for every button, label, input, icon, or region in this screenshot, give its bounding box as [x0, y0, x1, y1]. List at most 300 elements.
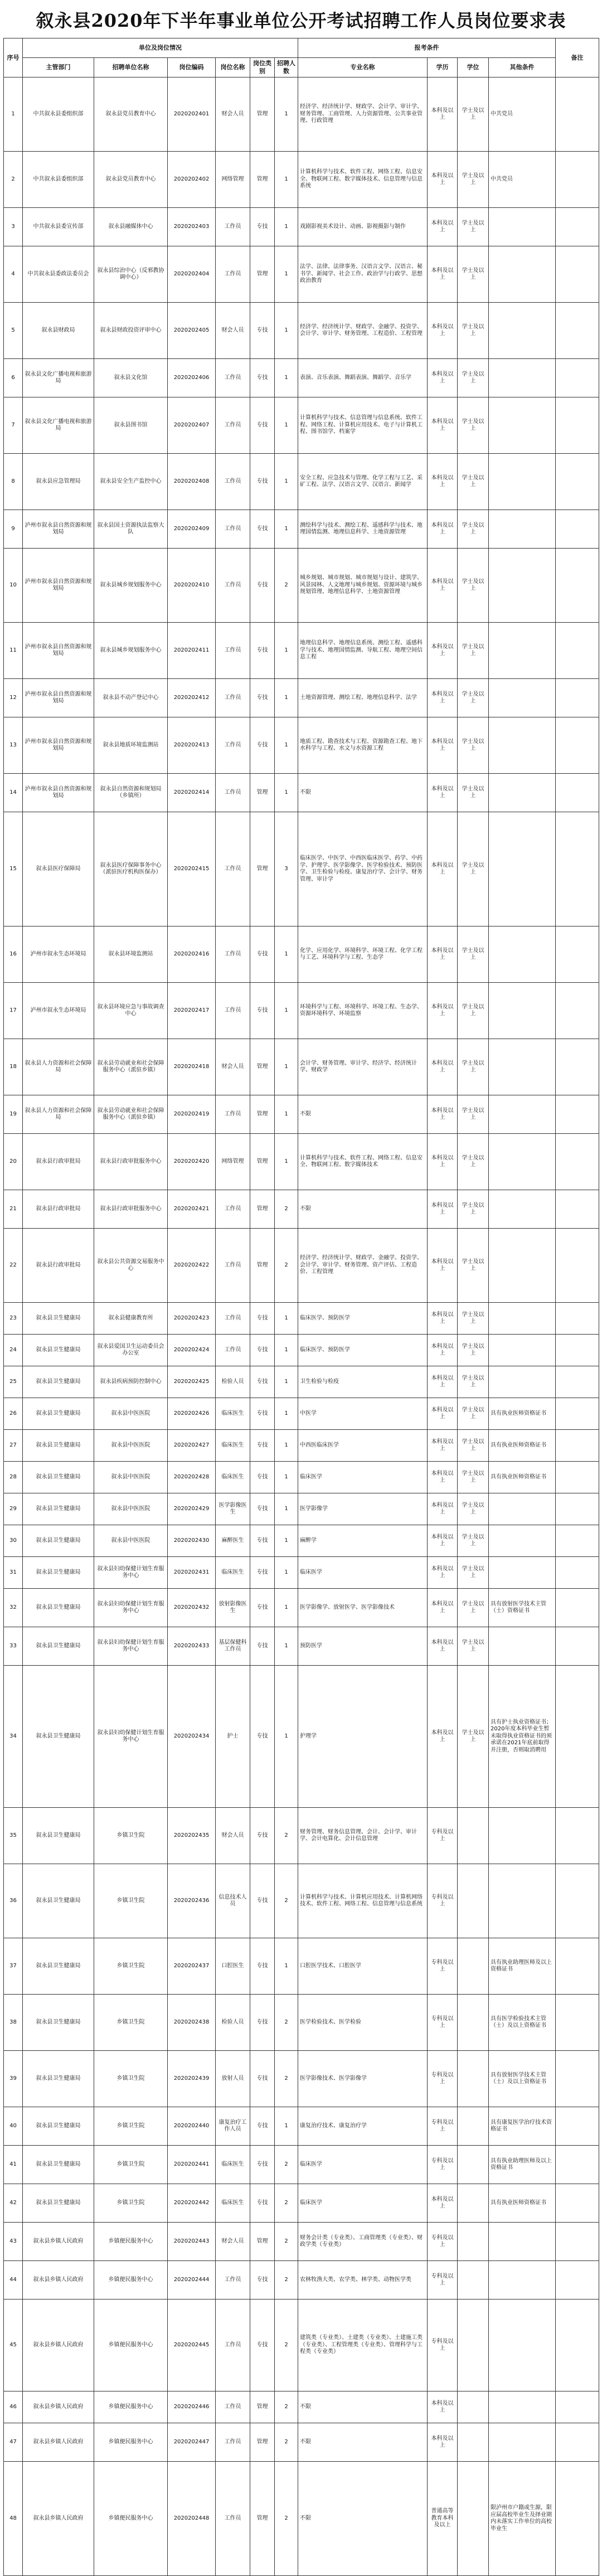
cell-count: 1	[275, 77, 298, 152]
cell-major: 临床医学、预防医学	[298, 1303, 428, 1335]
cell-degree: 学士及以上	[458, 303, 489, 359]
cell-major: 经济学、经济统计学、财政学、金融学、投资学、会计学、审计学、财务管理、工程造价、工程管理	[298, 303, 428, 359]
cell-note	[556, 983, 599, 1039]
cell-category: 专技	[250, 1525, 275, 1557]
cell-other-conditions: 中共党员	[489, 77, 556, 152]
cell-education: 本科及以上	[428, 208, 458, 246]
cell-code: 2020202428	[168, 1462, 216, 1493]
cell-degree	[458, 2261, 489, 2300]
table-row	[4, 77, 599, 152]
cell-major: 医学影像技术、医学影像学	[298, 2051, 428, 2107]
table-row	[4, 2391, 599, 2423]
table-row	[4, 2423, 599, 2462]
table-row	[4, 1525, 599, 1557]
table-row	[4, 2462, 599, 2576]
cell-seq: 14	[4, 774, 23, 812]
cell-category: 专技	[250, 1335, 275, 1366]
cell-category: 专技	[250, 359, 275, 397]
cell-count: 1	[275, 1303, 298, 1335]
cell-code: 2020202415	[168, 812, 216, 926]
cell-post: 临床医生	[216, 2146, 250, 2184]
cell-category: 专技	[250, 1666, 275, 1808]
cell-category: 专技	[250, 1995, 275, 2051]
cell-major: 农林牧渔大类、农学类、林学类、动物医学类	[298, 2261, 428, 2300]
cell-code: 2020202414	[168, 774, 216, 812]
table-row	[4, 208, 599, 246]
cell-major: 计算机科学与技术、软件工程、网络工程、信息安全、物联网工程、数字媒体技术	[298, 1134, 428, 1190]
cell-category: 管理	[250, 1190, 275, 1229]
cell-degree	[458, 2107, 489, 2146]
table-row	[4, 774, 599, 812]
cell-seq: 46	[4, 2391, 23, 2423]
cell-dept: 叙永县医疗保障局	[23, 812, 94, 926]
cell-degree	[458, 2184, 489, 2223]
cell-category: 专技	[250, 1366, 275, 1398]
cell-category: 专技	[250, 1938, 275, 1995]
cell-degree	[458, 2462, 489, 2576]
cell-category: 专技	[250, 1303, 275, 1335]
cell-post: 工作员	[216, 2462, 250, 2576]
cell-unit: 叙永县党员教育中心	[94, 152, 168, 208]
cell-degree: 学士及以上	[458, 1493, 489, 1525]
cell-major: 医学检验技术、医学检验	[298, 1995, 428, 2051]
cell-category: 管理	[250, 812, 275, 926]
cell-category: 管理	[250, 774, 275, 812]
table-row	[4, 2184, 599, 2223]
cell-other-conditions: 具有执业医师资格证书	[489, 1398, 556, 1430]
cell-category: 管理	[250, 2462, 275, 2576]
cell-dept: 叙永县卫生健康局	[23, 1493, 94, 1525]
cell-other-conditions	[489, 397, 556, 454]
table-row	[4, 983, 599, 1039]
cell-unit: 乡镇卫生院	[94, 1995, 168, 2051]
cell-education: 本科及以上	[428, 2184, 458, 2223]
cell-unit: 叙永县劳动就业和社会保障服务中心（派驻乡镇）	[94, 1095, 168, 1134]
cell-post: 财会人员	[216, 1808, 250, 1864]
cell-category: 管理	[250, 1095, 275, 1134]
cell-count: 1	[275, 1666, 298, 1808]
cell-dept: 叙永县卫生健康局	[23, 1808, 94, 1864]
cell-seq: 27	[4, 1430, 23, 1462]
cell-note	[556, 454, 599, 510]
cell-education: 专科及以上	[428, 2107, 458, 2146]
cell-unit: 乡镇便民服务中心	[94, 2223, 168, 2261]
cell-dept: 泸州市叙永县自然资源和规划局	[23, 510, 94, 549]
cell-count: 1	[275, 1525, 298, 1557]
cell-unit: 乡镇便民服务中心	[94, 2423, 168, 2462]
cell-count: 1	[275, 1938, 298, 1995]
cell-note	[556, 1589, 599, 1627]
cell-note	[556, 1493, 599, 1525]
cell-other-conditions	[489, 1557, 556, 1589]
cell-unit: 叙永县中医医院	[94, 1462, 168, 1493]
cell-code: 2020202423	[168, 1303, 216, 1335]
table-row	[4, 1335, 599, 1366]
cell-major: 麻醉学	[298, 1525, 428, 1557]
cell-dept: 中共叙永县委政法委员会	[23, 246, 94, 303]
cell-education: 本科及以上	[428, 926, 458, 983]
cell-education: 专科及以上	[428, 1864, 458, 1938]
cell-education: 本科及以上	[428, 717, 458, 774]
header-note: 备注	[556, 38, 599, 77]
cell-count: 1	[275, 510, 298, 549]
cell-code: 2020202424	[168, 1335, 216, 1366]
cell-dept: 泸州市叙永县自然资源和规划局	[23, 623, 94, 679]
cell-other-conditions	[489, 623, 556, 679]
cell-major: 地质工程、勘查技术与工程、资源勘查工程、地下水科学与工程、水文与水资源工程	[298, 717, 428, 774]
cell-other-conditions	[489, 2300, 556, 2391]
cell-seq: 36	[4, 1864, 23, 1938]
cell-other-conditions	[489, 1335, 556, 1366]
cell-major: 临床医学	[298, 1557, 428, 1589]
cell-post: 工作员	[216, 1335, 250, 1366]
cell-other-conditions	[489, 1095, 556, 1134]
cell-unit: 叙永县文化馆	[94, 359, 168, 397]
cell-category: 专技	[250, 1430, 275, 1462]
cell-category: 专技	[250, 1589, 275, 1627]
cell-note	[556, 623, 599, 679]
cell-code: 2020202441	[168, 2146, 216, 2184]
cell-other-conditions: 具有放射医学技术主管（士）及以上资格证书	[489, 2051, 556, 2107]
cell-major: 戏剧影视美术设计、动画、影视摄影与制作	[298, 208, 428, 246]
cell-category: 专技	[250, 208, 275, 246]
header-seq: 序号	[4, 38, 23, 77]
cell-other-conditions	[489, 208, 556, 246]
cell-dept: 叙永县卫生健康局	[23, 1398, 94, 1430]
cell-degree: 学士及以上	[458, 1303, 489, 1335]
table-row	[4, 454, 599, 510]
cell-category: 管理	[250, 1229, 275, 1303]
cell-post: 护士	[216, 1666, 250, 1808]
cell-dept: 泸州市叙永生态环境局	[23, 983, 94, 1039]
cell-note	[556, 549, 599, 623]
cell-count: 1	[275, 454, 298, 510]
cell-education: 本科及以上	[428, 549, 458, 623]
cell-degree	[458, 1938, 489, 1995]
cell-post: 麻醉医生	[216, 1525, 250, 1557]
cell-code: 2020202406	[168, 359, 216, 397]
table-row	[4, 926, 599, 983]
cell-major: 测绘科学与技术、测绘工程、遥感科学与技术、地理国情监测、地理信息科学、土地资源管理	[298, 510, 428, 549]
cell-note	[556, 2184, 599, 2223]
cell-major: 法学、法律、法律事务、汉语言文学、汉语言、秘书学、新闻学、社会工作、政治学与行政学、思想政治教育	[298, 246, 428, 303]
table-row	[4, 510, 599, 549]
cell-seq: 13	[4, 717, 23, 774]
cell-seq: 5	[4, 303, 23, 359]
cell-degree: 学士及以上	[458, 510, 489, 549]
cell-unit: 叙永县劳动就业和社会保障服务中心（派驻乡镇）	[94, 1039, 168, 1095]
cell-note	[556, 2300, 599, 2391]
cell-seq: 35	[4, 1808, 23, 1864]
cell-dept: 叙永县乡镇人民政府	[23, 2391, 94, 2423]
cell-dept: 叙永县卫生健康局	[23, 1666, 94, 1808]
cell-note	[556, 510, 599, 549]
cell-seq: 23	[4, 1303, 23, 1335]
cell-post: 基层保健科工作员	[216, 1627, 250, 1666]
cell-education: 本科及以上	[428, 983, 458, 1039]
cell-education: 本科及以上	[428, 1666, 458, 1808]
cell-category: 管理	[250, 2223, 275, 2261]
cell-dept: 叙永县卫生健康局	[23, 1335, 94, 1366]
cell-major: 临床医学、中医学、中西医临床医学、药学、中药学、护理学、医学影像学、医学检验技术、预防医学、卫生检验与检疫、康复治疗学、会计学、财务管理、审计学	[298, 812, 428, 926]
cell-post: 工作员	[216, 549, 250, 623]
cell-major: 环境科学与工程、环境科学、环境工程、生态学、资源环境科学、环境监察	[298, 983, 428, 1039]
cell-other-conditions: 具有康复医学治疗技术资格证书	[489, 2107, 556, 2146]
cell-degree: 学士及以上	[458, 774, 489, 812]
cell-note	[556, 2107, 599, 2146]
table-row	[4, 1398, 599, 1430]
cell-count: 1	[275, 303, 298, 359]
cell-unit: 乡镇便民服务中心	[94, 2300, 168, 2391]
cell-degree: 学士及以上	[458, 983, 489, 1039]
cell-note	[556, 1864, 599, 1938]
table-row	[4, 1039, 599, 1095]
cell-other-conditions	[489, 1134, 556, 1190]
cell-seq: 6	[4, 359, 23, 397]
cell-note	[556, 2051, 599, 2107]
cell-major: 临床医学、预防医学	[298, 1335, 428, 1366]
cell-seq: 32	[4, 1589, 23, 1627]
cell-code: 2020202402	[168, 152, 216, 208]
cell-post: 临床医生	[216, 2184, 250, 2223]
cell-education: 本科及以上	[428, 1627, 458, 1666]
cell-category: 管理	[250, 246, 275, 303]
cell-code: 2020202421	[168, 1190, 216, 1229]
cell-code: 2020202435	[168, 1808, 216, 1864]
cell-other-conditions: 具有放射医学技术主管（士）资格证书	[489, 1589, 556, 1627]
table-row	[4, 1808, 599, 1864]
cell-other-conditions: 具有执业医师资格证书	[489, 1430, 556, 1462]
cell-note	[556, 1398, 599, 1430]
cell-count: 1	[275, 359, 298, 397]
header-unit: 招聘单位名称	[94, 58, 168, 77]
cell-category: 专技	[250, 1627, 275, 1666]
cell-post: 工作员	[216, 926, 250, 983]
cell-post: 工作员	[216, 2423, 250, 2462]
header-group-conditions: 报考条件	[298, 38, 556, 58]
cell-count: 1	[275, 1462, 298, 1493]
cell-note	[556, 1229, 599, 1303]
cell-count: 2	[275, 2261, 298, 2300]
cell-degree: 学士及以上	[458, 1229, 489, 1303]
cell-note	[556, 1666, 599, 1808]
cell-code: 2020202405	[168, 303, 216, 359]
cell-dept: 叙永县卫生健康局	[23, 1525, 94, 1557]
cell-post: 康复治疗工作人员	[216, 2107, 250, 2146]
cell-other-conditions	[489, 454, 556, 510]
cell-category: 管理	[250, 152, 275, 208]
cell-count: 2	[275, 1995, 298, 2051]
cell-post: 放射人员	[216, 2051, 250, 2107]
cell-education: 本科及以上	[428, 510, 458, 549]
cell-post: 临床医生	[216, 1430, 250, 1462]
cell-post: 工作员	[216, 774, 250, 812]
cell-seq: 3	[4, 208, 23, 246]
cell-major: 不限	[298, 1190, 428, 1229]
cell-count: 2	[275, 2391, 298, 2423]
table-row	[4, 1190, 599, 1229]
cell-code: 2020202409	[168, 510, 216, 549]
cell-seq: 15	[4, 812, 23, 926]
cell-unit: 叙永县妇幼保健计划生育服务中心	[94, 1627, 168, 1666]
header-num: 招聘人数	[275, 58, 298, 77]
cell-unit: 乡镇便民服务中心	[94, 2391, 168, 2423]
cell-dept: 叙永县卫生健康局	[23, 2184, 94, 2223]
cell-count: 1	[275, 1398, 298, 1430]
table-row	[4, 1095, 599, 1134]
cell-count: 1	[275, 717, 298, 774]
table-row	[4, 2223, 599, 2261]
cell-count: 2	[275, 1808, 298, 1864]
cell-unit: 叙永县妇幼保健计划生育服务中心	[94, 1589, 168, 1627]
cell-major: 中西医临床医学	[298, 1430, 428, 1462]
cell-major: 不限	[298, 1095, 428, 1134]
cell-major: 不限	[298, 2391, 428, 2423]
cell-major: 地理信息科学、地理信息系统、测绘工程、遥感科学与技术、地理国情监测、导航工程、地理空间信息工程	[298, 623, 428, 679]
cell-degree	[458, 1808, 489, 1864]
cell-count: 1	[275, 1095, 298, 1134]
cell-education: 本科及以上	[428, 1229, 458, 1303]
cell-count: 1	[275, 679, 298, 717]
cell-code: 2020202408	[168, 454, 216, 510]
cell-unit: 叙永县妇幼保健计划生育服务中心	[94, 1557, 168, 1589]
cell-other-conditions	[489, 717, 556, 774]
cell-post: 工作员	[216, 1095, 250, 1134]
cell-count: 1	[275, 208, 298, 246]
cell-code: 2020202413	[168, 717, 216, 774]
cell-unit: 乡镇卫生院	[94, 2184, 168, 2223]
cell-category: 专技	[250, 1398, 275, 1430]
cell-count: 1	[275, 1493, 298, 1525]
cell-seq: 39	[4, 2051, 23, 2107]
header-dept: 主管部门	[23, 58, 94, 77]
cell-degree: 学士及以上	[458, 152, 489, 208]
cell-education: 本科及以上	[428, 1398, 458, 1430]
cell-post: 财会人员	[216, 2223, 250, 2261]
cell-other-conditions	[489, 1039, 556, 1095]
cell-category: 专技	[250, 510, 275, 549]
table-row	[4, 359, 599, 397]
cell-category: 专技	[250, 1493, 275, 1525]
cell-other-conditions	[489, 303, 556, 359]
cell-unit: 叙永县环境应急与事故调查中心	[94, 983, 168, 1039]
cell-unit: 叙永县中医医院	[94, 1493, 168, 1525]
cell-count: 1	[275, 152, 298, 208]
cell-education: 本科及以上	[428, 246, 458, 303]
table-row	[4, 2107, 599, 2146]
cell-degree: 学士及以上	[458, 926, 489, 983]
cell-code: 2020202410	[168, 549, 216, 623]
cell-education: 本科及以上	[428, 1190, 458, 1229]
cell-code: 2020202425	[168, 1366, 216, 1398]
cell-unit: 叙永县行政审批服务中心	[94, 1134, 168, 1190]
cell-note	[556, 679, 599, 717]
cell-education: 本科及以上	[428, 1095, 458, 1134]
cell-other-conditions: 限泸州市户籍或生源，限应届高校毕业生及择业期内未落实工作单位的高校毕业生	[489, 2462, 556, 2576]
table-row	[4, 2051, 599, 2107]
cell-seq: 34	[4, 1666, 23, 1808]
table-row	[4, 246, 599, 303]
table-row	[4, 679, 599, 717]
cell-seq: 38	[4, 1995, 23, 2051]
cell-code: 2020202440	[168, 2107, 216, 2146]
cell-degree	[458, 2223, 489, 2261]
cell-category: 专技	[250, 2184, 275, 2223]
cell-post: 医学影像医生	[216, 1493, 250, 1525]
cell-dept: 叙永县卫生健康局	[23, 1303, 94, 1335]
cell-note	[556, 1095, 599, 1134]
cell-major: 会计学、财务管理、审计学、经济学、经济统计学、财政学	[298, 1039, 428, 1095]
cell-post: 工作员	[216, 510, 250, 549]
cell-seq: 47	[4, 2423, 23, 2462]
cell-code: 2020202427	[168, 1430, 216, 1462]
cell-degree: 学士及以上	[458, 1366, 489, 1398]
cell-degree: 学士及以上	[458, 1666, 489, 1808]
cell-code: 2020202444	[168, 2261, 216, 2300]
cell-other-conditions	[489, 926, 556, 983]
cell-dept: 叙永县卫生健康局	[23, 1366, 94, 1398]
cell-major: 不限	[298, 774, 428, 812]
cell-other-conditions	[489, 2423, 556, 2462]
cell-education: 本科及以上	[428, 1525, 458, 1557]
cell-note	[556, 246, 599, 303]
cell-seq: 10	[4, 549, 23, 623]
cell-unit: 乡镇卫生院	[94, 2107, 168, 2146]
cell-post: 放射影像医生	[216, 1589, 250, 1627]
cell-dept: 叙永县行政审批局	[23, 1229, 94, 1303]
cell-category: 专技	[250, 679, 275, 717]
cell-unit: 叙永县中医医院	[94, 1430, 168, 1462]
cell-category: 管理	[250, 2423, 275, 2462]
cell-major: 医学影像学、放射医学、医学影像技术	[298, 1589, 428, 1627]
cell-unit: 乡镇卫生院	[94, 1938, 168, 1995]
cell-education: 专科及以上	[428, 2146, 458, 2184]
cell-count: 1	[275, 397, 298, 454]
cell-unit: 叙永县财政投资评审中心	[94, 303, 168, 359]
cell-count: 2	[275, 1229, 298, 1303]
cell-code: 2020202442	[168, 2184, 216, 2223]
cell-education: 本科及以上	[428, 2423, 458, 2462]
cell-other-conditions	[489, 246, 556, 303]
table-row	[4, 2300, 599, 2391]
cell-note	[556, 812, 599, 926]
cell-dept: 叙永县卫生健康局	[23, 1995, 94, 2051]
cell-degree: 学士及以上	[458, 717, 489, 774]
cell-post: 临床医生	[216, 1398, 250, 1430]
cell-count: 1	[275, 1430, 298, 1462]
cell-other-conditions	[489, 1808, 556, 1864]
cell-post: 工作员	[216, 679, 250, 717]
cell-count: 1	[275, 1366, 298, 1398]
cell-code: 2020202420	[168, 1134, 216, 1190]
cell-code: 2020202445	[168, 2300, 216, 2391]
cell-seq: 45	[4, 2300, 23, 2391]
cell-dept: 叙永县乡镇人民政府	[23, 2423, 94, 2462]
cell-note	[556, 1808, 599, 1864]
cell-degree: 学士及以上	[458, 397, 489, 454]
cell-unit: 叙永县图书馆	[94, 397, 168, 454]
cell-count: 1	[275, 1039, 298, 1095]
cell-dept: 叙永县应急管理局	[23, 454, 94, 510]
cell-education: 专科及以上	[428, 2051, 458, 2107]
cell-dept: 中共叙永县委组织部	[23, 152, 94, 208]
cell-seq: 18	[4, 1039, 23, 1095]
cell-seq: 29	[4, 1493, 23, 1525]
cell-count: 1	[275, 1134, 298, 1190]
cell-degree: 学士及以上	[458, 246, 489, 303]
cell-code: 2020202446	[168, 2391, 216, 2423]
cell-degree	[458, 2391, 489, 2423]
